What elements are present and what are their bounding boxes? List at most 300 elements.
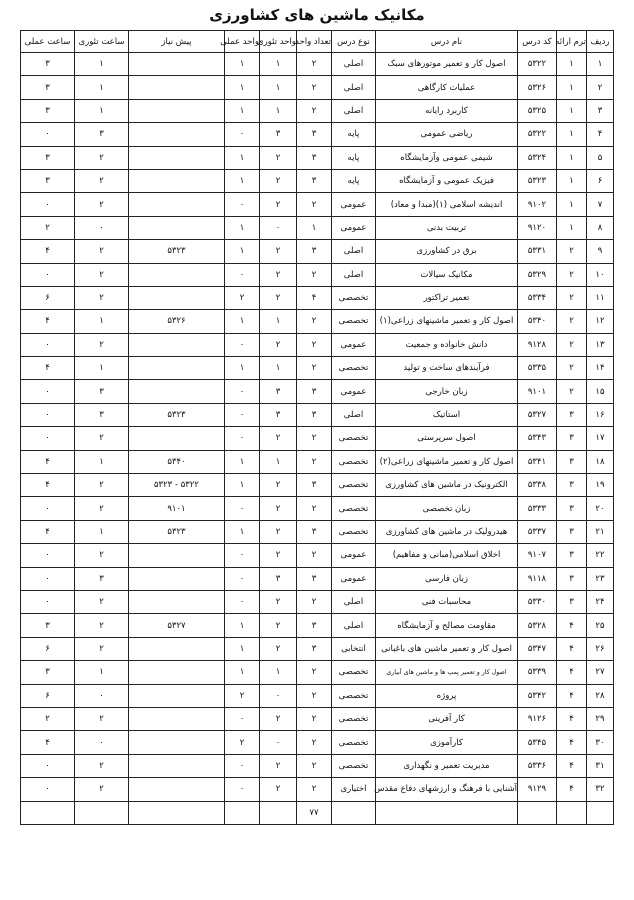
course-name-cell: دانش خانواده و جمعیت (376, 333, 518, 356)
total-units-cell: ۳ (297, 474, 332, 497)
practical-hours-cell: ۰ (21, 427, 75, 450)
theory-hours-cell: ۱ (75, 76, 129, 99)
practical-units-cell: ۰ (225, 707, 260, 730)
theory-hours-cell: ۱ (75, 520, 129, 543)
practical-units-cell: ۱ (225, 76, 260, 99)
course-name-cell: اصول کار و تعمیر پمپ ها و ماشین های آبیاری (376, 661, 518, 684)
total-units-cell: ۲ (297, 778, 332, 801)
total-row-cell (587, 801, 614, 824)
total-row-cell (557, 801, 587, 824)
row-number-cell: ۳۰ (587, 731, 614, 754)
row-number-cell: ۲۴ (587, 590, 614, 613)
theory-hours-cell: ۱ (75, 310, 129, 333)
prerequisite-cell (129, 333, 225, 356)
theory-units-cell: ۲ (260, 754, 297, 777)
course-type-cell: تخصصی (332, 707, 376, 730)
practical-hours-cell: ۰ (21, 497, 75, 520)
table-row (21, 216, 614, 239)
row-number-cell: ۱۴ (587, 357, 614, 380)
total-units-cell: ۲ (297, 684, 332, 707)
theory-hours-cell: ۲ (75, 707, 129, 730)
total-units-cell: ۳ (297, 380, 332, 403)
practical-hours-cell: ۳ (21, 76, 75, 99)
theory-hours-cell: ۳ (75, 380, 129, 403)
course-type-cell: تخصصی (332, 497, 376, 520)
total-units-cell: ۲ (297, 754, 332, 777)
prerequisite-cell (129, 380, 225, 403)
term-cell: ۱ (557, 169, 587, 192)
course-type-cell: اصلی (332, 403, 376, 426)
total-units-cell: ۳ (297, 520, 332, 543)
term-cell: ۱ (557, 123, 587, 146)
term-cell: ۱ (557, 99, 587, 122)
theory-units-cell: ۲ (260, 193, 297, 216)
course-type-cell: اصلی (332, 263, 376, 286)
total-units-cell: ۲ (297, 357, 332, 380)
practical-hours-cell: ۴ (21, 474, 75, 497)
total-units-cell: ۷۷ (297, 801, 332, 824)
table-row (21, 567, 614, 590)
table-row (21, 520, 614, 543)
course-type-cell: تخصصی (332, 427, 376, 450)
practical-hours-cell: ۶ (21, 286, 75, 309)
course-name-cell: فیزیک عمومی و آزمایشگاه (376, 169, 518, 192)
course-code-cell: ۵۳۳۳ (518, 497, 557, 520)
prerequisite-cell: ۹۱۰۱ (129, 497, 225, 520)
theory-hours-cell: ۲ (75, 590, 129, 613)
table-row (21, 427, 614, 450)
course-code-cell: ۵۳۴۵ (518, 731, 557, 754)
theory-units-cell: ۲ (260, 520, 297, 543)
total-row-cell (260, 801, 297, 824)
table-row (21, 544, 614, 567)
total-units-cell: ۳ (297, 146, 332, 169)
practical-units-cell: ۰ (225, 497, 260, 520)
row-number-cell: ۱ (587, 53, 614, 76)
practical-hours-cell: ۳ (21, 614, 75, 637)
row-number-cell: ۱۷ (587, 427, 614, 450)
total-units-cell: ۳ (297, 169, 332, 192)
term-cell: ۲ (557, 286, 587, 309)
prerequisite-cell (129, 76, 225, 99)
theory-hours-cell: ۲ (75, 286, 129, 309)
course-name-cell: زبان خارجی (376, 380, 518, 403)
course-type-cell: عمومی (332, 193, 376, 216)
prerequisite-cell (129, 427, 225, 450)
practical-hours-cell: ۰ (21, 193, 75, 216)
prerequisite-cell: ۵۳۲۳ (129, 520, 225, 543)
total-units-cell: ۲ (297, 590, 332, 613)
prerequisite-cell (129, 286, 225, 309)
total-row-cell (518, 801, 557, 824)
column-header: کد درس (518, 31, 557, 53)
practical-hours-cell: ۶ (21, 684, 75, 707)
theory-hours-cell: ۱ (75, 53, 129, 76)
theory-hours-cell: ۲ (75, 754, 129, 777)
practical-hours-cell: ۳ (21, 99, 75, 122)
table-row (21, 240, 614, 263)
row-number-cell: ۱۵ (587, 380, 614, 403)
course-code-cell: ۹۱۲۹ (518, 778, 557, 801)
course-type-cell: عمومی (332, 380, 376, 403)
row-number-cell: ۲۶ (587, 637, 614, 660)
prerequisite-cell (129, 590, 225, 613)
total-row (21, 801, 614, 824)
course-code-cell: ۵۳۴۲ (518, 684, 557, 707)
row-number-cell: ۲۳ (587, 567, 614, 590)
course-name-cell: شیمی عمومی وآزمایشگاه (376, 146, 518, 169)
total-units-cell: ۱ (297, 216, 332, 239)
term-cell: ۳ (557, 497, 587, 520)
theory-hours-cell: ۲ (75, 474, 129, 497)
row-number-cell: ۴ (587, 123, 614, 146)
course-code-cell: ۵۳۲۲ (518, 123, 557, 146)
table-row (21, 661, 614, 684)
total-row-cell (75, 801, 129, 824)
course-code-cell: ۵۳۳۱ (518, 240, 557, 263)
term-cell: ۳ (557, 450, 587, 473)
theory-units-cell: ۲ (260, 263, 297, 286)
prerequisite-cell: ۵۳۲۲ - ۵۳۲۳ (129, 474, 225, 497)
course-code-cell: ۵۳۲۷ (518, 403, 557, 426)
total-units-cell: ۴ (297, 286, 332, 309)
row-number-cell: ۱۰ (587, 263, 614, 286)
theory-units-cell: ۲ (260, 286, 297, 309)
theory-units-cell: ۰ (260, 216, 297, 239)
column-header: ترم ارائه (557, 31, 587, 53)
term-cell: ۱ (557, 146, 587, 169)
table-row (21, 123, 614, 146)
theory-hours-cell: ۱ (75, 661, 129, 684)
practical-hours-cell: ۲ (21, 216, 75, 239)
course-type-cell: عمومی (332, 216, 376, 239)
theory-units-cell: ۲ (260, 614, 297, 637)
term-cell: ۴ (557, 731, 587, 754)
course-type-cell: پایه (332, 169, 376, 192)
course-code-cell: ۹۱۰۷ (518, 544, 557, 567)
practical-units-cell: ۰ (225, 333, 260, 356)
row-number-cell: ۲۲ (587, 544, 614, 567)
total-units-cell: ۲ (297, 76, 332, 99)
course-code-cell: ۵۳۲۴ (518, 146, 557, 169)
prerequisite-cell (129, 357, 225, 380)
term-cell: ۳ (557, 544, 587, 567)
row-number-cell: ۹ (587, 240, 614, 263)
term-cell: ۱ (557, 76, 587, 99)
theory-hours-cell: ۳ (75, 567, 129, 590)
table-row (21, 169, 614, 192)
course-type-cell: تخصصی (332, 450, 376, 473)
course-name-cell: عملیات کارگاهی (376, 76, 518, 99)
prerequisite-cell (129, 146, 225, 169)
course-code-cell: ۵۳۴۷ (518, 637, 557, 660)
practical-units-cell: ۱ (225, 450, 260, 473)
theory-units-cell: ۲ (260, 240, 297, 263)
practical-units-cell: ۰ (225, 193, 260, 216)
total-row-cell (225, 801, 260, 824)
row-number-cell: ۳۱ (587, 754, 614, 777)
total-units-cell: ۳ (297, 123, 332, 146)
practical-units-cell: ۲ (225, 731, 260, 754)
row-number-cell: ۲۹ (587, 707, 614, 730)
header-row (21, 31, 614, 53)
practical-units-cell: ۰ (225, 590, 260, 613)
row-number-cell: ۱۳ (587, 333, 614, 356)
course-type-cell: اصلی (332, 590, 376, 613)
theory-hours-cell: ۲ (75, 497, 129, 520)
prerequisite-cell (129, 637, 225, 660)
course-code-cell: ۵۳۳۰ (518, 590, 557, 613)
practical-hours-cell: ۴ (21, 357, 75, 380)
theory-units-cell: ۱ (260, 661, 297, 684)
total-units-cell: ۲ (297, 53, 332, 76)
table-row (21, 263, 614, 286)
course-code-cell: ۵۳۲۶ (518, 76, 557, 99)
practical-units-cell: ۰ (225, 123, 260, 146)
theory-hours-cell: ۲ (75, 193, 129, 216)
term-cell: ۳ (557, 474, 587, 497)
prerequisite-cell: ۵۳۲۳ (129, 240, 225, 263)
table-row (21, 357, 614, 380)
course-name-cell: اخلاق اسلامی(مبانی و مفاهیم) (376, 544, 518, 567)
course-code-cell: ۹۱۰۱ (518, 380, 557, 403)
course-type-cell: تخصصی (332, 286, 376, 309)
course-code-cell: ۹۱۲۶ (518, 707, 557, 730)
column-header: ردیف (587, 31, 614, 53)
term-cell: ۴ (557, 754, 587, 777)
course-name-cell: آشنایی با فرهنگ و ارزشهای دفاع مقدس (376, 778, 518, 801)
prerequisite-cell (129, 567, 225, 590)
row-number-cell: ۶ (587, 169, 614, 192)
total-row-cell (332, 801, 376, 824)
prerequisite-cell (129, 544, 225, 567)
prerequisite-cell (129, 53, 225, 76)
practical-hours-cell: ۰ (21, 590, 75, 613)
table-row (21, 333, 614, 356)
practical-units-cell: ۱ (225, 146, 260, 169)
total-units-cell: ۲ (297, 731, 332, 754)
table-row (21, 778, 614, 801)
course-type-cell: اصلی (332, 99, 376, 122)
theory-hours-cell: ۳ (75, 403, 129, 426)
theory-hours-cell: ۲ (75, 614, 129, 637)
course-name-cell: برق در کشاورزی (376, 240, 518, 263)
total-units-cell: ۲ (297, 497, 332, 520)
theory-hours-cell: ۲ (75, 778, 129, 801)
theory-hours-cell: ۲ (75, 637, 129, 660)
term-cell: ۴ (557, 614, 587, 637)
table-row (21, 380, 614, 403)
theory-units-cell: ۲ (260, 637, 297, 660)
course-name-cell: تربیت بدنی (376, 216, 518, 239)
practical-hours-cell: ۴ (21, 310, 75, 333)
course-name-cell: ریاضی عمومی (376, 123, 518, 146)
row-number-cell: ۲۸ (587, 684, 614, 707)
practical-units-cell: ۱ (225, 357, 260, 380)
prerequisite-cell (129, 731, 225, 754)
practical-hours-cell: ۴ (21, 520, 75, 543)
course-code-cell: ۵۳۲۵ (518, 99, 557, 122)
row-number-cell: ۱۶ (587, 403, 614, 426)
theory-hours-cell: ۰ (75, 731, 129, 754)
course-code-cell: ۵۳۴۱ (518, 450, 557, 473)
course-name-cell: فرآیندهای ساخت و تولید (376, 357, 518, 380)
practical-hours-cell: ۰ (21, 263, 75, 286)
row-number-cell: ۳ (587, 99, 614, 122)
theory-units-cell: ۲ (260, 544, 297, 567)
table-row (21, 684, 614, 707)
prerequisite-cell (129, 661, 225, 684)
practical-units-cell: ۱ (225, 216, 260, 239)
practical-units-cell: ۲ (225, 286, 260, 309)
course-name-cell: اصول کار و تعمیر ماشین های باغبانی (376, 637, 518, 660)
total-units-cell: ۳ (297, 240, 332, 263)
column-header: نام درس (376, 31, 518, 53)
course-type-cell: پایه (332, 123, 376, 146)
course-name-cell: زبان تخصصی (376, 497, 518, 520)
table-row (21, 403, 614, 426)
table-row (21, 637, 614, 660)
course-name-cell: تعمیر تراکتور (376, 286, 518, 309)
course-type-cell: اصلی (332, 76, 376, 99)
theory-units-cell: ۲ (260, 169, 297, 192)
practical-hours-cell: ۰ (21, 380, 75, 403)
practical-hours-cell: ۰ (21, 403, 75, 426)
total-units-cell: ۲ (297, 661, 332, 684)
course-name-cell: محاسبات فنی (376, 590, 518, 613)
table-row (21, 474, 614, 497)
theory-units-cell: ۲ (260, 474, 297, 497)
column-header: نوع درس (332, 31, 376, 53)
practical-units-cell: ۱ (225, 661, 260, 684)
practical-hours-cell: ۴ (21, 731, 75, 754)
practical-units-cell: ۰ (225, 544, 260, 567)
course-type-cell: اختیاری (332, 778, 376, 801)
course-name-cell: الکترونیک در ماشین های کشاورزی (376, 474, 518, 497)
practical-units-cell: ۱ (225, 520, 260, 543)
term-cell: ۳ (557, 520, 587, 543)
course-table (20, 30, 614, 825)
term-cell: ۳ (557, 590, 587, 613)
table-row (21, 754, 614, 777)
total-units-cell: ۳ (297, 403, 332, 426)
theory-units-cell: ۱ (260, 99, 297, 122)
table-row (21, 193, 614, 216)
prerequisite-cell (129, 99, 225, 122)
theory-hours-cell: ۱ (75, 99, 129, 122)
practical-hours-cell: ۳ (21, 661, 75, 684)
total-units-cell: ۲ (297, 263, 332, 286)
theory-units-cell: ۱ (260, 357, 297, 380)
course-name-cell: کارآموزی (376, 731, 518, 754)
table-row (21, 731, 614, 754)
course-name-cell: مدیریت تعمیر و نگهداری (376, 754, 518, 777)
practical-units-cell: ۰ (225, 263, 260, 286)
course-code-cell: ۵۳۴۰ (518, 310, 557, 333)
practical-hours-cell: ۴ (21, 450, 75, 473)
theory-hours-cell: ۲ (75, 427, 129, 450)
term-cell: ۲ (557, 333, 587, 356)
practical-hours-cell: ۰ (21, 567, 75, 590)
prerequisite-cell (129, 193, 225, 216)
term-cell: ۴ (557, 637, 587, 660)
prerequisite-cell: ۵۳۲۳ (129, 403, 225, 426)
theory-units-cell: ۳ (260, 380, 297, 403)
column-header: واحد عملی (225, 31, 260, 53)
total-units-cell: ۳ (297, 614, 332, 637)
practical-units-cell: ۱ (225, 310, 260, 333)
course-type-cell: تخصصی (332, 754, 376, 777)
course-code-cell: ۵۳۴۳ (518, 427, 557, 450)
practical-units-cell: ۱ (225, 99, 260, 122)
theory-hours-cell: ۲ (75, 240, 129, 263)
practical-hours-cell: ۳ (21, 53, 75, 76)
course-name-cell: هیدرولیک در ماشین های کشاورزی (376, 520, 518, 543)
total-units-cell: ۲ (297, 193, 332, 216)
column-header: پیش نیاز (129, 31, 225, 53)
course-type-cell: تخصصی (332, 310, 376, 333)
theory-units-cell: ۰ (260, 684, 297, 707)
practical-units-cell: ۱ (225, 637, 260, 660)
row-number-cell: ۲ (587, 76, 614, 99)
theory-units-cell: ۱ (260, 53, 297, 76)
total-units-cell: ۳ (297, 567, 332, 590)
table-row (21, 450, 614, 473)
course-name-cell: پروژه (376, 684, 518, 707)
total-units-cell: ۲ (297, 707, 332, 730)
course-type-cell: عمومی (332, 544, 376, 567)
total-units-cell: ۲ (297, 544, 332, 567)
total-row-cell (129, 801, 225, 824)
theory-units-cell: ۱ (260, 76, 297, 99)
practical-units-cell: ۰ (225, 427, 260, 450)
term-cell: ۱ (557, 53, 587, 76)
course-type-cell: اصلی (332, 614, 376, 637)
term-cell: ۴ (557, 707, 587, 730)
practical-units-cell: ۰ (225, 403, 260, 426)
course-type-cell: انتخابی (332, 637, 376, 660)
prerequisite-cell (129, 707, 225, 730)
document-title: مکانیک ماشین های کشاورزی (209, 6, 425, 24)
theory-hours-cell: ۲ (75, 169, 129, 192)
row-number-cell: ۲۵ (587, 614, 614, 637)
theory-hours-cell: ۲ (75, 263, 129, 286)
total-units-cell: ۲ (297, 99, 332, 122)
course-type-cell: تخصصی (332, 474, 376, 497)
term-cell: ۳ (557, 427, 587, 450)
course-code-cell: ۹۱۰۲ (518, 193, 557, 216)
course-code-cell: ۵۳۲۹ (518, 263, 557, 286)
course-name-cell: استاتیک (376, 403, 518, 426)
table-row (21, 53, 614, 76)
row-number-cell: ۱۱ (587, 286, 614, 309)
prerequisite-cell (129, 169, 225, 192)
row-number-cell: ۲۷ (587, 661, 614, 684)
prerequisite-cell (129, 754, 225, 777)
theory-units-cell: ۰ (260, 731, 297, 754)
course-type-cell: اصلی (332, 53, 376, 76)
term-cell: ۱ (557, 193, 587, 216)
term-cell: ۴ (557, 661, 587, 684)
theory-units-cell: ۱ (260, 450, 297, 473)
practical-units-cell: ۰ (225, 567, 260, 590)
course-type-cell: عمومی (332, 333, 376, 356)
course-code-cell: ۵۳۳۹ (518, 661, 557, 684)
course-type-cell: تخصصی (332, 357, 376, 380)
practical-units-cell: ۰ (225, 778, 260, 801)
course-name-cell: اندیشه اسلامی (۱)(مبدا و معاد) (376, 193, 518, 216)
course-name-cell: اصول کار و تعمیر ماشینهای زراعی(۱) (376, 310, 518, 333)
